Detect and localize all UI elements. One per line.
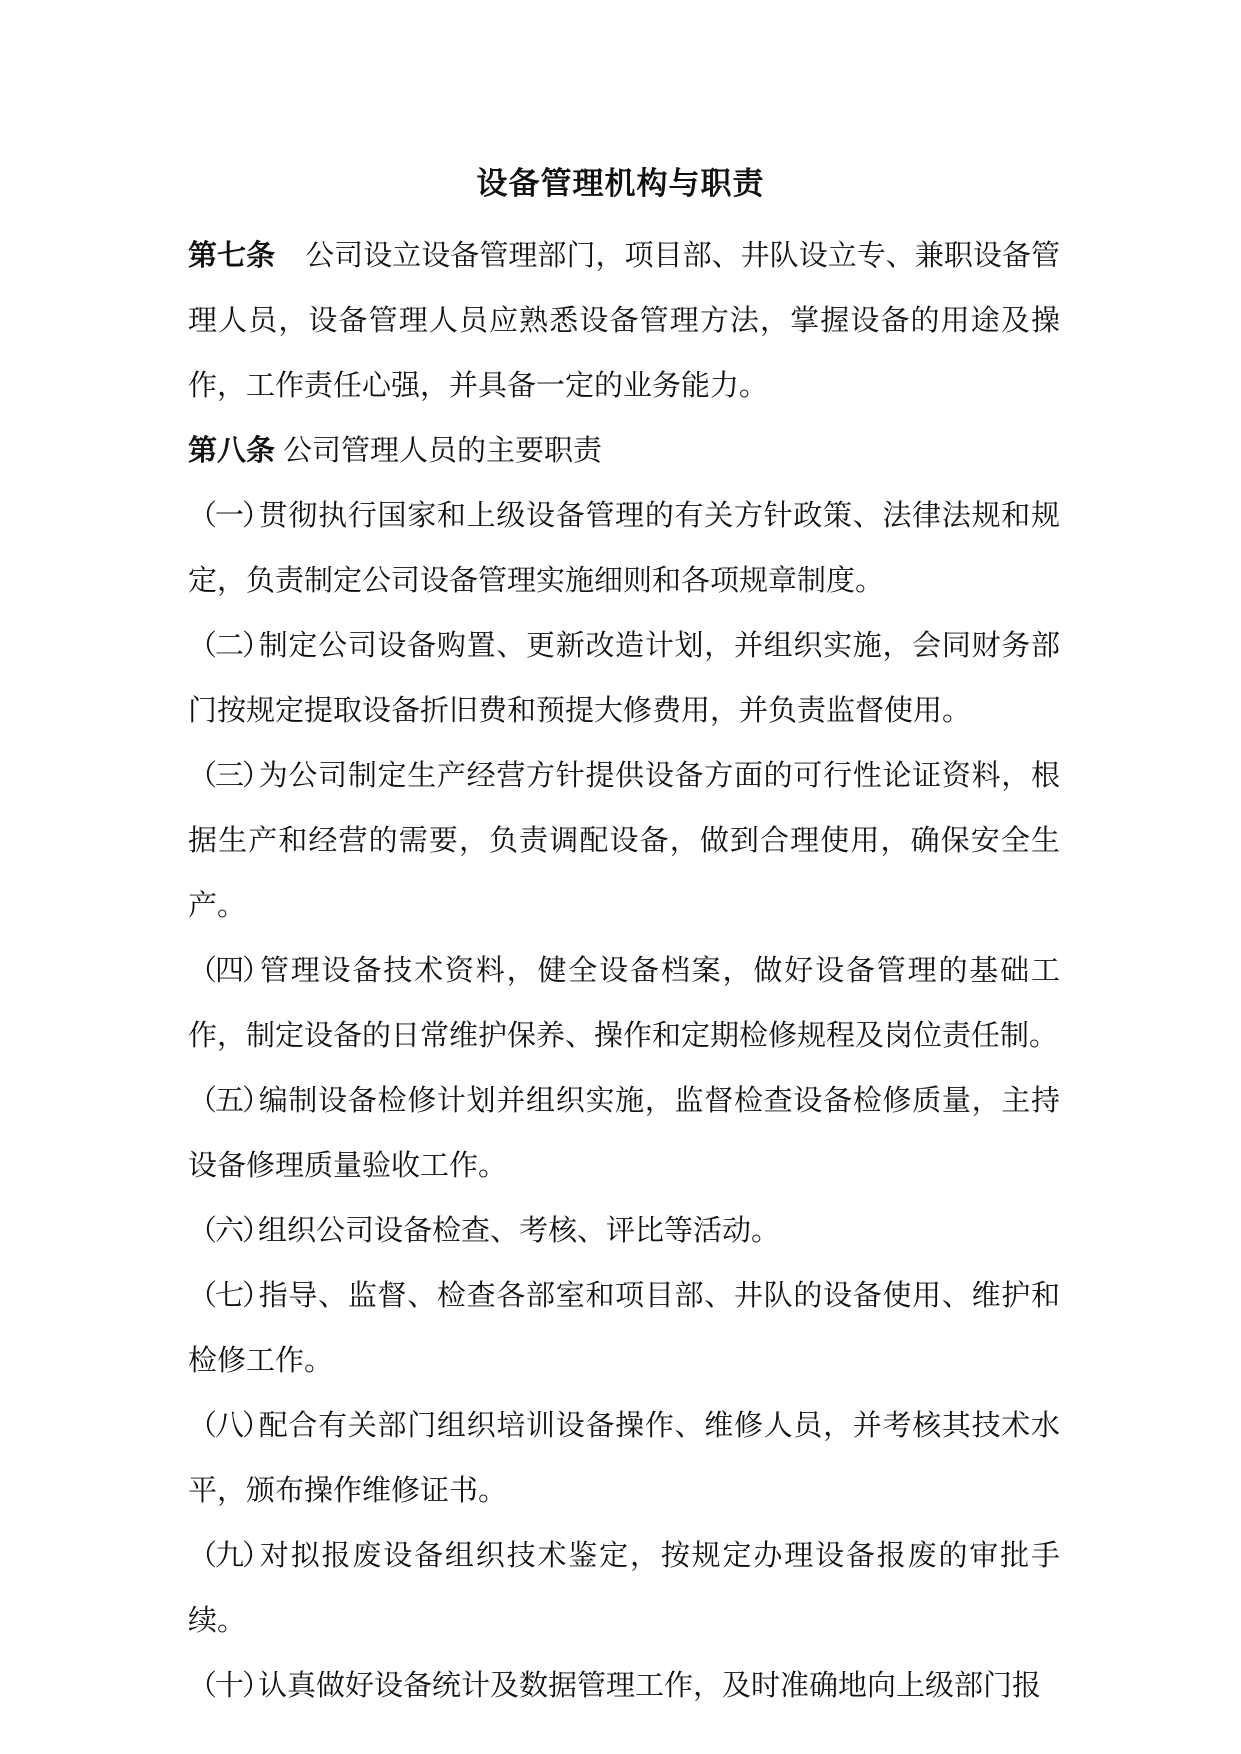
duty-item-2 [188, 613, 1060, 743]
duty-item-text: 为公司制定生产经营方针提供设备方面的可行性论证资料，根据生产和经营的需要，负责调配设备，做到合理使用，确保安全生产。 [188, 758, 1060, 922]
duty-item-10 [188, 1653, 1060, 1718]
duty-item-text: 组织公司设备检查、考核、评比等活动。 [258, 1213, 781, 1247]
article-7-paragraph [188, 223, 1060, 418]
duty-item-text: 制定公司设备购置、更新改造计划，并组织实施，会同财务部门按规定提取设备折旧费和预提大修费用，并负责监督使用。 [188, 628, 1060, 727]
duty-item-text: 贯彻执行国家和上级设备管理的有关方针政策、法律法规和规定，负责制定公司设备管理实施细则和各项规章制度。 [188, 498, 1060, 597]
duty-item-text: 配合有关部门组织培训设备操作、维修人员，并考核其技术水平，颁布操作维修证书。 [188, 1408, 1060, 1507]
duty-item-number: （七） [188, 1278, 270, 1312]
duty-item-8 [188, 1393, 1060, 1523]
document-title: 设备管理机构与职责 [476, 166, 765, 202]
article-8-text: 公司管理人员的主要职责 [283, 433, 603, 467]
duty-item-text: 认真做好设备统计及数据管理工作，及时准确地向上级部门报 [258, 1668, 1042, 1702]
duty-item-number: （二） [188, 628, 270, 662]
article-8-label: 第八条 [188, 433, 276, 467]
duty-item-9 [188, 1523, 1060, 1653]
duty-item-number: （一） [188, 498, 270, 532]
duty-item-1 [188, 483, 1060, 613]
duty-item-number: （八） [188, 1408, 270, 1442]
document-body [188, 223, 1060, 1718]
duty-item-number: （五） [188, 1083, 270, 1117]
article-7-label: 第七条 [188, 238, 276, 272]
duty-item-number: （十） [188, 1668, 270, 1702]
duty-item-text: 指导、监督、检查各部室和项目部、井队的设备使用、维护和检修工作。 [188, 1278, 1060, 1377]
duty-item-text: 管理设备技术资料，健全设备档案，做好设备管理的基础工作，制定设备的日常维护保养、操作和定期检修规程及岗位责任制。 [188, 953, 1060, 1052]
duty-item-number: （六） [188, 1213, 270, 1247]
duty-item-7 [188, 1263, 1060, 1393]
article-8-paragraph [188, 418, 1060, 483]
duty-item-number: （九） [188, 1538, 270, 1572]
article-7-text: 公司设立设备管理部门，项目部、井队设立专、兼职设备管理人员，设备管理人员应熟悉设备管理方法，掌握设备的用途及操作，工作责任心强，并具备一定的业务能力。 [188, 238, 1060, 402]
duty-item-3 [188, 743, 1060, 938]
duty-item-6 [188, 1198, 1060, 1263]
duty-item-text: 编制设备检修计划并组织实施，监督检查设备检修质量，主持设备修理质量验收工作。 [188, 1083, 1060, 1182]
duty-item-number: （三） [188, 758, 270, 792]
duty-item-number: （四） [188, 953, 270, 987]
duty-item-5 [188, 1068, 1060, 1198]
duty-item-text: 对拟报废设备组织技术鉴定，按规定办理设备报废的审批手续。 [188, 1538, 1060, 1637]
duty-item-4 [188, 938, 1060, 1068]
